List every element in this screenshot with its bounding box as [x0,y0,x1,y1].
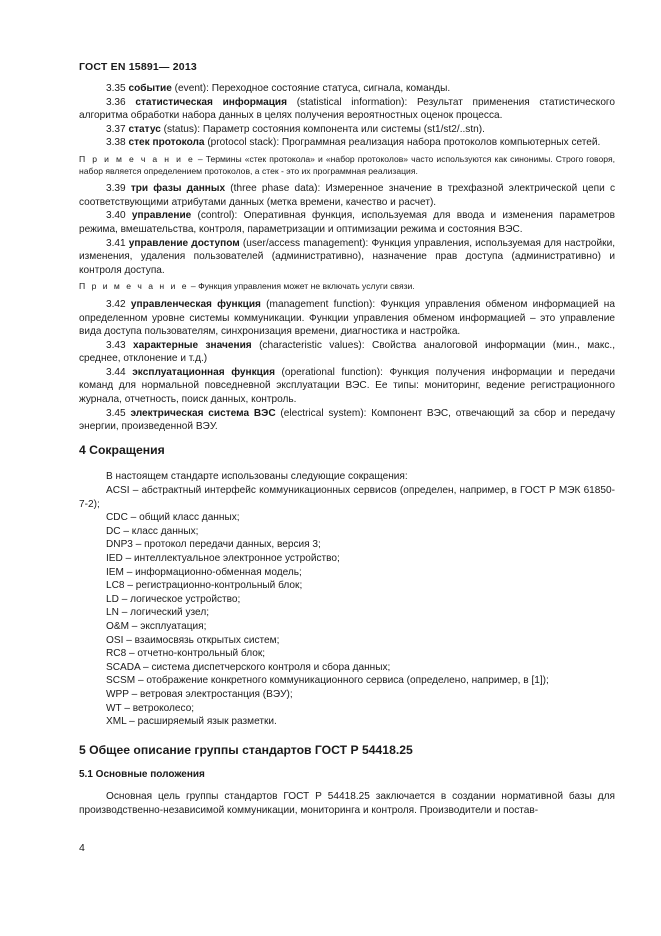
abbreviation-item: O&M – эксплуатация; [106,620,207,632]
definition-text: (operational function): Функция получения информации и передачи команд для нормальной повседневной эксплуатации ВЭС. Ее типы: мониторинг, ведение регистрационного журнала, отчетность, поиск данных, контроль. [79,366,615,406]
definition-term: управление [131,210,192,222]
abbreviation-item: LN – логический узел; [106,607,210,619]
definition-number: 3.45 [106,407,126,419]
definition-3-37 [79,123,615,137]
abbreviation-item: LC8 – регистрационно-контрольный блок; [106,580,303,592]
definition-number: 3.39 [106,183,126,195]
definition-number: 3.42 [106,298,126,310]
definition-number: 3.35 [106,83,126,94]
definitions-group-a [79,82,615,150]
definition-3-43 [79,339,615,366]
section-5-title: 5 Общее описание группы стандартов ГОСТ Р 54418.25 [79,742,413,757]
definition-term: электрическая система ВЭС [130,407,276,419]
definition-3-38 [79,136,615,150]
abbreviation-item: OSI – взаимосвязь открытых систем; [106,634,280,646]
definition-text: (status): Параметр состояния компонента или системы (st1/st2/..stn). [160,123,485,135]
definition-term: управление доступом [128,237,240,249]
abbreviation-item: XML – расширяемый язык разметки. [106,716,277,728]
definition-term: стек протокола [128,137,205,149]
definition-number: 3.44 [106,366,126,378]
definition-number: 3.43 [106,339,126,351]
abbreviation-item: LD – логическое устройство; [106,593,241,605]
abbreviation-item: IED – интеллектуальное электронное устройство; [106,553,340,564]
section-5-1-paragraph: Основная цель группы стандартов ГОСТ Р 54418.25 заключается в создании нормативной базы для производственно-независимой коммуникации, мониторинга и контроля. Производители и постав- [79,790,615,816]
definition-term: управленческая функция [130,298,261,310]
note-1 [79,154,615,177]
definition-text: (electrical system): Компонент ВЭС, отвечающий за сбор и передачу энергии, произведенной ВЭУ. [79,407,615,433]
subsection-5-1-title: 5.1 Основные положения [79,769,205,781]
definition-text: (user/access management): Функция управления, используемая для настройки, изменения, удаления пользователей (административно), назначение прав доступа (административно) и контроля доступа. [79,237,616,276]
definition-number: 3.38 [106,137,126,149]
definition-3-39 [79,182,615,209]
definition-3-35 [79,82,615,96]
definition-term: событие [128,83,172,94]
definitions-group-b [79,182,615,277]
definition-3-41 [79,237,615,278]
abbreviation-item: RC8 – отчетно-контрольный блок; [106,648,266,660]
definition-text: (management function): Функция управления обменом информацией на определенном уровне системы коммуникации. Функции управления обменом информацией – это управление вида доступа пользователям, синхронизация времени, диагностика и настройка. [79,298,615,338]
note-text: – Термины «стек протокола» и «набор протоколов» часто используются как синонимы. Строго говоря, набор является определением протоколов, а стек - это их программная реализация. [79,153,616,176]
note-2 [79,281,615,293]
abbreviation-item: SCSM – отображение конкретного коммуникационного сервиса (определено, например, в [1]); [106,675,549,687]
abbreviation-item: CDC – общий класс данных; [106,512,240,524]
page-number: 4 [79,842,85,854]
definition-term: характерные значения [133,339,252,351]
note-label: П р и м е ч а н и е [79,281,189,292]
definition-term: эксплуатационная функция [132,366,275,378]
definitions-group-c [79,298,615,434]
definition-3-40 [79,209,615,236]
page-content [79,82,615,817]
definition-text: (characteristic values): Свойства аналоговой информации (мин., макс., среднее, отклонение и т.д.) [79,339,616,365]
abbreviation-item: DNP3 – протокол передачи данных, версия 3; [106,539,321,551]
definition-text: (protocol stack): Программная реализация набора протоколов компьютерных сетей. [204,137,601,149]
definition-number: 3.36 [106,96,126,108]
definition-3-45 [79,407,615,434]
note-label: П р и м е ч а н и е [79,153,195,164]
definition-number: 3.37 [106,123,126,135]
definition-3-42 [79,298,615,339]
note-text: – Функция управления может не включать услуги связи. [188,281,415,292]
section-4-title: 4 Сокращения [79,442,165,457]
definition-term: статистическая информация [135,96,288,108]
section-4-intro: В настоящем стандарте использованы следующие сокращения: [106,471,408,483]
definition-text: (event): Переходное состояние статуса, сигнала, команды. [171,83,451,94]
abbreviation-item: IEM – информационно-обменная модель; [106,566,302,578]
definition-term: статус [128,123,161,135]
abbreviation-list [79,511,615,729]
abbreviation-item: DC – класс данных; [106,525,199,537]
definition-3-44 [79,366,615,407]
definition-text: (three phase data): Измеренное значение в трехфазной электрической цепи с соответствующими атрибутами данных (метка времени, качество и расчет). [79,183,615,208]
definition-number: 3.40 [106,210,126,222]
definition-text: (control): Оперативная функция, используемая для ввода и изменения параметров режима, вмешательства, контроля, параметризации и оптимизации режима и состояния ВЭС. [79,210,615,235]
definition-text: (statistical information): Результат применения статистического алгоритма обработки набора данных в целях получения вероятностных оценок процесса. [79,96,616,122]
abbreviation-item: WPP – ветровая электростанция (ВЭУ); [106,688,293,700]
page-header: ГОСТ EN 15891— 2013 [79,61,197,73]
definition-3-36 [79,96,615,123]
abbreviation-acsi: ACSI – абстрактный интерфейс коммуникационных сервисов (определен, например, в ГОСТ Р МЭК 61850-7-2); [79,485,615,510]
abbreviation-item: SCADA – система диспетчерского контроля и сбора данных; [106,661,391,673]
definition-number: 3.41 [106,237,126,249]
definition-term: три фазы данных [130,183,226,195]
abbreviation-item: WT – ветроколесо; [106,702,195,714]
